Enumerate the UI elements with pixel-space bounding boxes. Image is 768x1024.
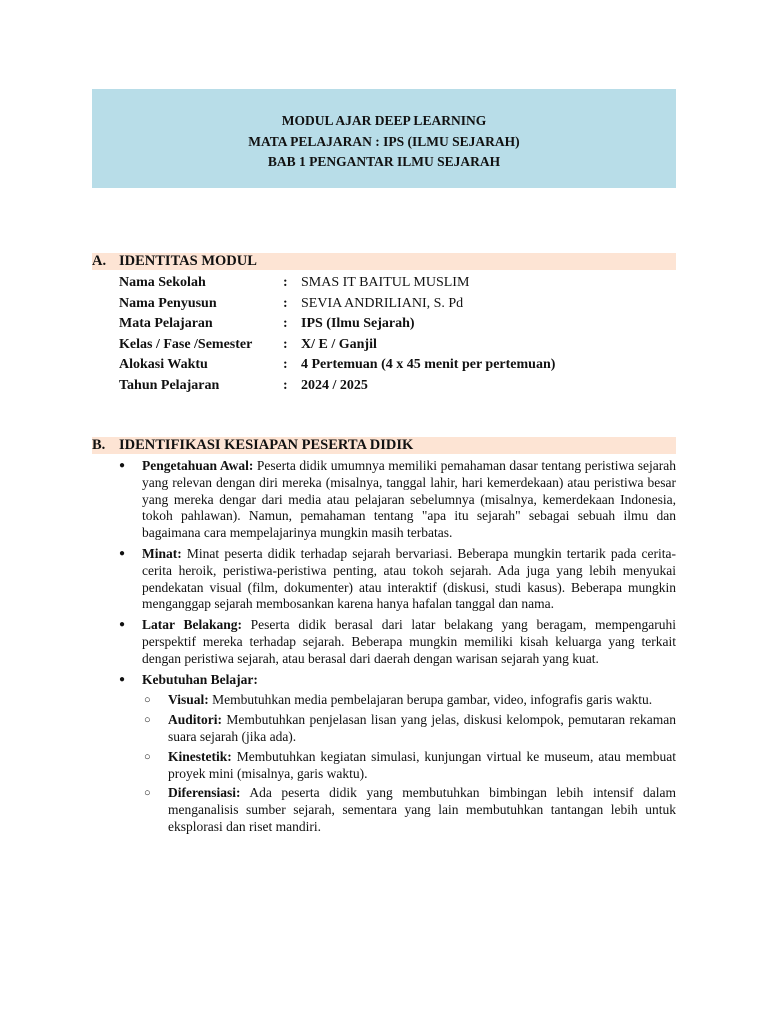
subitem-term: Visual: [168,692,209,708]
subitem-text: Membutuhkan kegiatan simulasi, kunjungan virtual ke museum, atau membuat proyek mini (misalnya, garis waktu). [168,748,676,781]
list-item [119,672,676,836]
section-a-heading [92,253,676,270]
circle-bullet-icon: ○ [144,694,151,707]
identity-value: 4 Pertemuan (4 x 45 menit per pertemuan) [301,357,556,372]
bullet-icon: ● [119,547,126,559]
list-item [119,458,676,542]
identity-colon: : [283,275,288,290]
sub-list-item [142,692,676,709]
title-line-3: BAB 1 PENGANTAR ILMU SEJARAH [267,154,501,169]
bullet-icon: ● [119,619,126,631]
subitem-text: Membutuhkan penjelasan lisan yang jelas, diskusi kelompok, pemutaran rekaman suara sejarah (jika ada). [168,712,676,744]
identity-value: SEVIA ANDRILIANI, S. Pd [301,295,464,311]
section-b-heading [92,437,676,454]
subitem-term: Diferensiasi: [168,785,241,801]
identity-colon: : [283,295,288,311]
bullet-icon: ● [119,673,126,685]
bullet-icon: ● [119,460,126,471]
document-title-box [92,89,676,188]
item-term: Latar Belakang: [142,617,242,633]
identity-colon: : [283,357,288,372]
section-b-title: IDENTIFIKASI KESIAPAN PESERTA DIDIK [119,437,414,453]
item-text: Peserta didik berasal dari latar belakang yang beragam, mempengaruhi perspektif mereka terhadap sejarah. Beberapa mungkin memiliki kisah keluarga yang terkait dengan peristiwa sejarah, atau berasal dari daerah dengan warisan sejarah yang kuat. [142,617,676,666]
identity-label: Alokasi Waktu [119,357,208,372]
circle-bullet-icon: ○ [144,750,151,763]
list-item [119,546,676,613]
readiness-list [119,458,676,840]
title-line-2: MATA PELAJARAN : IPS (ILMU SEJARAH) [248,133,520,149]
sub-list-item [142,749,676,783]
identity-label: Nama Penyusun [119,295,217,311]
section-b-letter: B. [92,437,106,453]
identity-label: Kelas / Fase /Semester [119,336,253,352]
identity-value: IPS (Ilmu Sejarah) [301,316,415,331]
item-text: Minat peserta didik terhadap sejarah bervariasi. Beberapa mungkin tertarik pada cerita-cerita heroik, peristiwa-peristiwa penting, atau tokoh sejarah. Ada juga yang lebih menyukai pendekatan visual (film, dokumenter) atau interaktif (diskusi, studi kasus). Beberapa mungkin menganggap sejarah membosankan karena hanya hafalan tanggal dan nama. [142,545,676,612]
subitem-text: Ada peserta didik yang membutuhkan bimbingan lebih intensif dalam menganalisis sumber sejarah, sementara yang lain membutuhkan tantangan lebih untuk eksplorasi dan riset mandiri. [168,785,676,834]
identity-value: SMAS IT BAITUL MUSLIM [301,275,470,290]
subitem-text: Membutuhkan media pembelajaran berupa gambar, video, infografis garis waktu. [208,692,653,708]
identity-label: Mata Pelajaran [119,316,213,331]
identity-value: 2024 / 2025 [301,377,368,393]
item-text: Peserta didik umumnya memiliki pemahaman dasar tentang peristiwa sejarah yang relevan dengan diri mereka (misalnya, tanggal lahir, hari kemerdekaan) atau peristiwa besar yang mereka dengar dari media atau pelajaran sebelumnya (misalnya, kemerdekaan Indonesia, tokoh pahlawan). Namun, pemahaman tentang "apa itu sejarah" sebagai sebuah ilmu dan bagaimana cara mempelajarinya mungkin masih terbatas. [142,458,676,541]
identity-value: X/ E / Ganjil [301,336,377,352]
item-term: Kebutuhan Belajar: [142,671,258,687]
item-term: Minat: [142,545,182,561]
identity-label: Tahun Pelajaran [119,377,220,393]
identity-colon: : [283,377,288,393]
title-line-1: MODUL AJAR DEEP LEARNING [281,113,487,128]
sub-list-item [142,712,676,746]
sub-list-item [142,785,676,835]
identity-colon: : [283,316,288,331]
list-item [119,617,676,667]
section-a-letter: A. [92,253,107,269]
section-a-title: IDENTITAS MODUL [119,253,257,269]
circle-bullet-icon: ○ [144,714,151,727]
identity-label: Nama Sekolah [119,275,206,290]
circle-bullet-icon: ○ [144,787,151,800]
learning-needs-sublist [142,692,676,835]
identity-colon: : [283,336,288,352]
item-term: Pengetahuan Awal: [142,458,254,473]
subitem-term: Auditori: [168,712,222,728]
subitem-term: Kinestetik: [168,748,232,764]
